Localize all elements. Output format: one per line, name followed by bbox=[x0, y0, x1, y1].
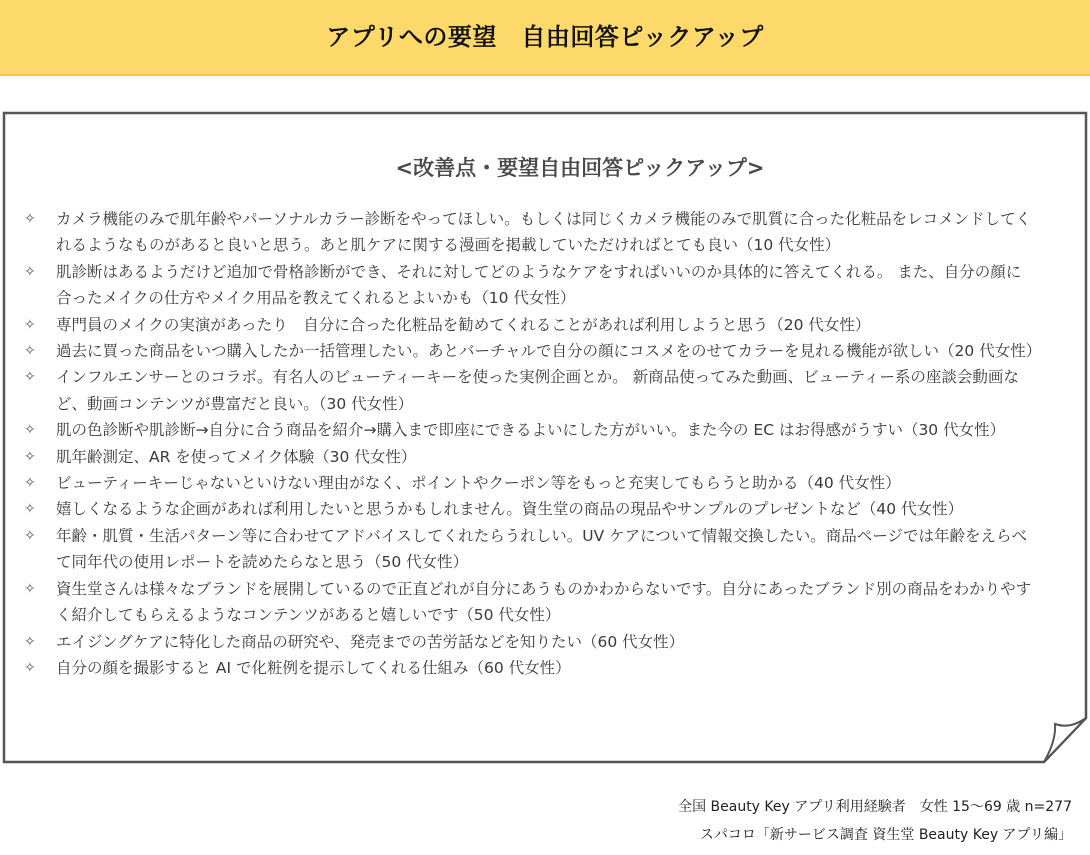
sparkle-bullet-icon: ✧ bbox=[24, 527, 36, 544]
list-item-text: エイジングケアに特化した商品の研究や、発売までの苦労話などを知りたい（60 代女性） bbox=[56, 632, 685, 651]
list-item bbox=[24, 655, 1034, 681]
list-item bbox=[24, 417, 1034, 443]
sparkle-bullet-icon: ✧ bbox=[24, 580, 36, 597]
footer-note bbox=[678, 793, 1072, 849]
sparkle-bullet-icon: ✧ bbox=[24, 659, 36, 676]
response-list bbox=[24, 206, 1042, 681]
sparkle-bullet-icon: ✧ bbox=[24, 369, 36, 386]
card-heading: <改善点・要望自由回答ピックアップ> bbox=[395, 156, 765, 180]
footer-sample-info: 全国 Beauty Key アプリ利用経験者 女性 15～69 歳 n=277 bbox=[678, 799, 1072, 815]
list-item-text: ビューティーキーじゃないといけない理由がなく、ポイントやクーポン等をもっと充実してもらうと助かる（40 代女性） bbox=[56, 474, 901, 493]
list-item-text: インフルエンサーとのコラボ。有名人のビューティーキーを使った実例企画とか。 新商品使ってみた動画、ビューティー系の座談会動画など、動画コンテンツが豊富だと良い。（30 代女性） bbox=[56, 368, 1019, 413]
page-title: アプリへの要望 自由回答ピックアップ bbox=[326, 23, 764, 51]
sparkle-bullet-icon: ✧ bbox=[24, 316, 36, 333]
list-item bbox=[24, 338, 1042, 364]
list-item-text: 資生堂さんは様々なブランドを展開しているので正直どれが自分にあうものかわからないです。自分にあったブランド別の商品をわかりやすく紹介してもらえるようなコンテンツがあると嬉しいです（50 代女性） bbox=[56, 579, 1032, 625]
list-item bbox=[24, 444, 1034, 470]
list-item-text: カメラ機能のみで肌年齢やパーソナルカラー診断をやってほしい。もしくは同じくカメラ機能のみで肌質に合った化粧品をレコメンドしてくれるようなものがあると良いと思う。あと肌ケアに関する漫画を掲載していただければとても良い（10 代女性） bbox=[56, 210, 1032, 255]
sparkle-bullet-icon: ✧ bbox=[24, 633, 36, 650]
sparkle-bullet-icon: ✧ bbox=[24, 263, 36, 280]
list-item bbox=[24, 364, 1034, 417]
sparkle-bullet-icon: ✧ bbox=[24, 448, 36, 465]
list-item bbox=[24, 523, 1034, 576]
list-item bbox=[24, 496, 1034, 522]
list-item bbox=[24, 576, 1034, 629]
list-item-text: 専門員のメイクの実演があったり 自分に合った化粧品を勧めてくれることがあれば利用しようと思う（20 代女性） bbox=[56, 315, 871, 334]
sparkle-bullet-icon: ✧ bbox=[24, 475, 36, 492]
list-item bbox=[24, 259, 1034, 312]
list-item-text: 肌年齢測定、AR を使ってメイク体験（30 代女性） bbox=[56, 447, 417, 466]
footer-source: スパコロ「新サービス調査 資生堂 Beauty Key アプリ編」 bbox=[699, 827, 1072, 843]
sparkle-bullet-icon: ✧ bbox=[24, 501, 36, 518]
list-item bbox=[24, 470, 1034, 496]
list-item bbox=[24, 629, 1034, 655]
list-item-text: 肌診断はあるようだけど追加で骨格診断ができ、それに対してどのようなケアをすればいいのか具体的に答えてくれる。 また、自分の顔に合ったメイクの仕方やメイク用品を教えてくれるとよいかも（10 代女性） bbox=[56, 262, 1022, 308]
sparkle-bullet-icon: ✧ bbox=[24, 343, 36, 360]
list-item bbox=[24, 312, 1034, 338]
list-item-text: 過去に買った商品をいつ購入したか一括管理したい。あとバーチャルで自分の顔にコスメをのせてカラーを見れる機能が欲しい（20 代女性） bbox=[56, 342, 1042, 361]
list-item-text: 自分の顔を撮影すると AI で化粧例を提示してくれる仕組み（60 代女性） bbox=[56, 658, 571, 677]
list-item-text: 肌の色診断や肌診断→自分に合う商品を紹介→購入まで即座にできるよいにした方がいい。また今の EC はお得感がうすい（30 代女性） bbox=[56, 421, 1006, 440]
list-item bbox=[24, 206, 1034, 259]
list-item-text: 年齢・肌質・生活パターン等に合わせてアドバイスしてくれたらうれしい。UV ケアについて情報交換したい。商品ページでは年齢をえらべて同年代の使用レポートを読めたらなと思う（50 代女性） bbox=[56, 526, 1027, 572]
list-item-text: 嬉しくなるような企画があれば利用したいと思うかもしれません。資生堂の商品の現品やサンプルのプレゼントなど（40 代女性） bbox=[56, 500, 964, 519]
sparkle-bullet-icon: ✧ bbox=[24, 422, 36, 439]
sparkle-bullet-icon: ✧ bbox=[24, 211, 36, 227]
